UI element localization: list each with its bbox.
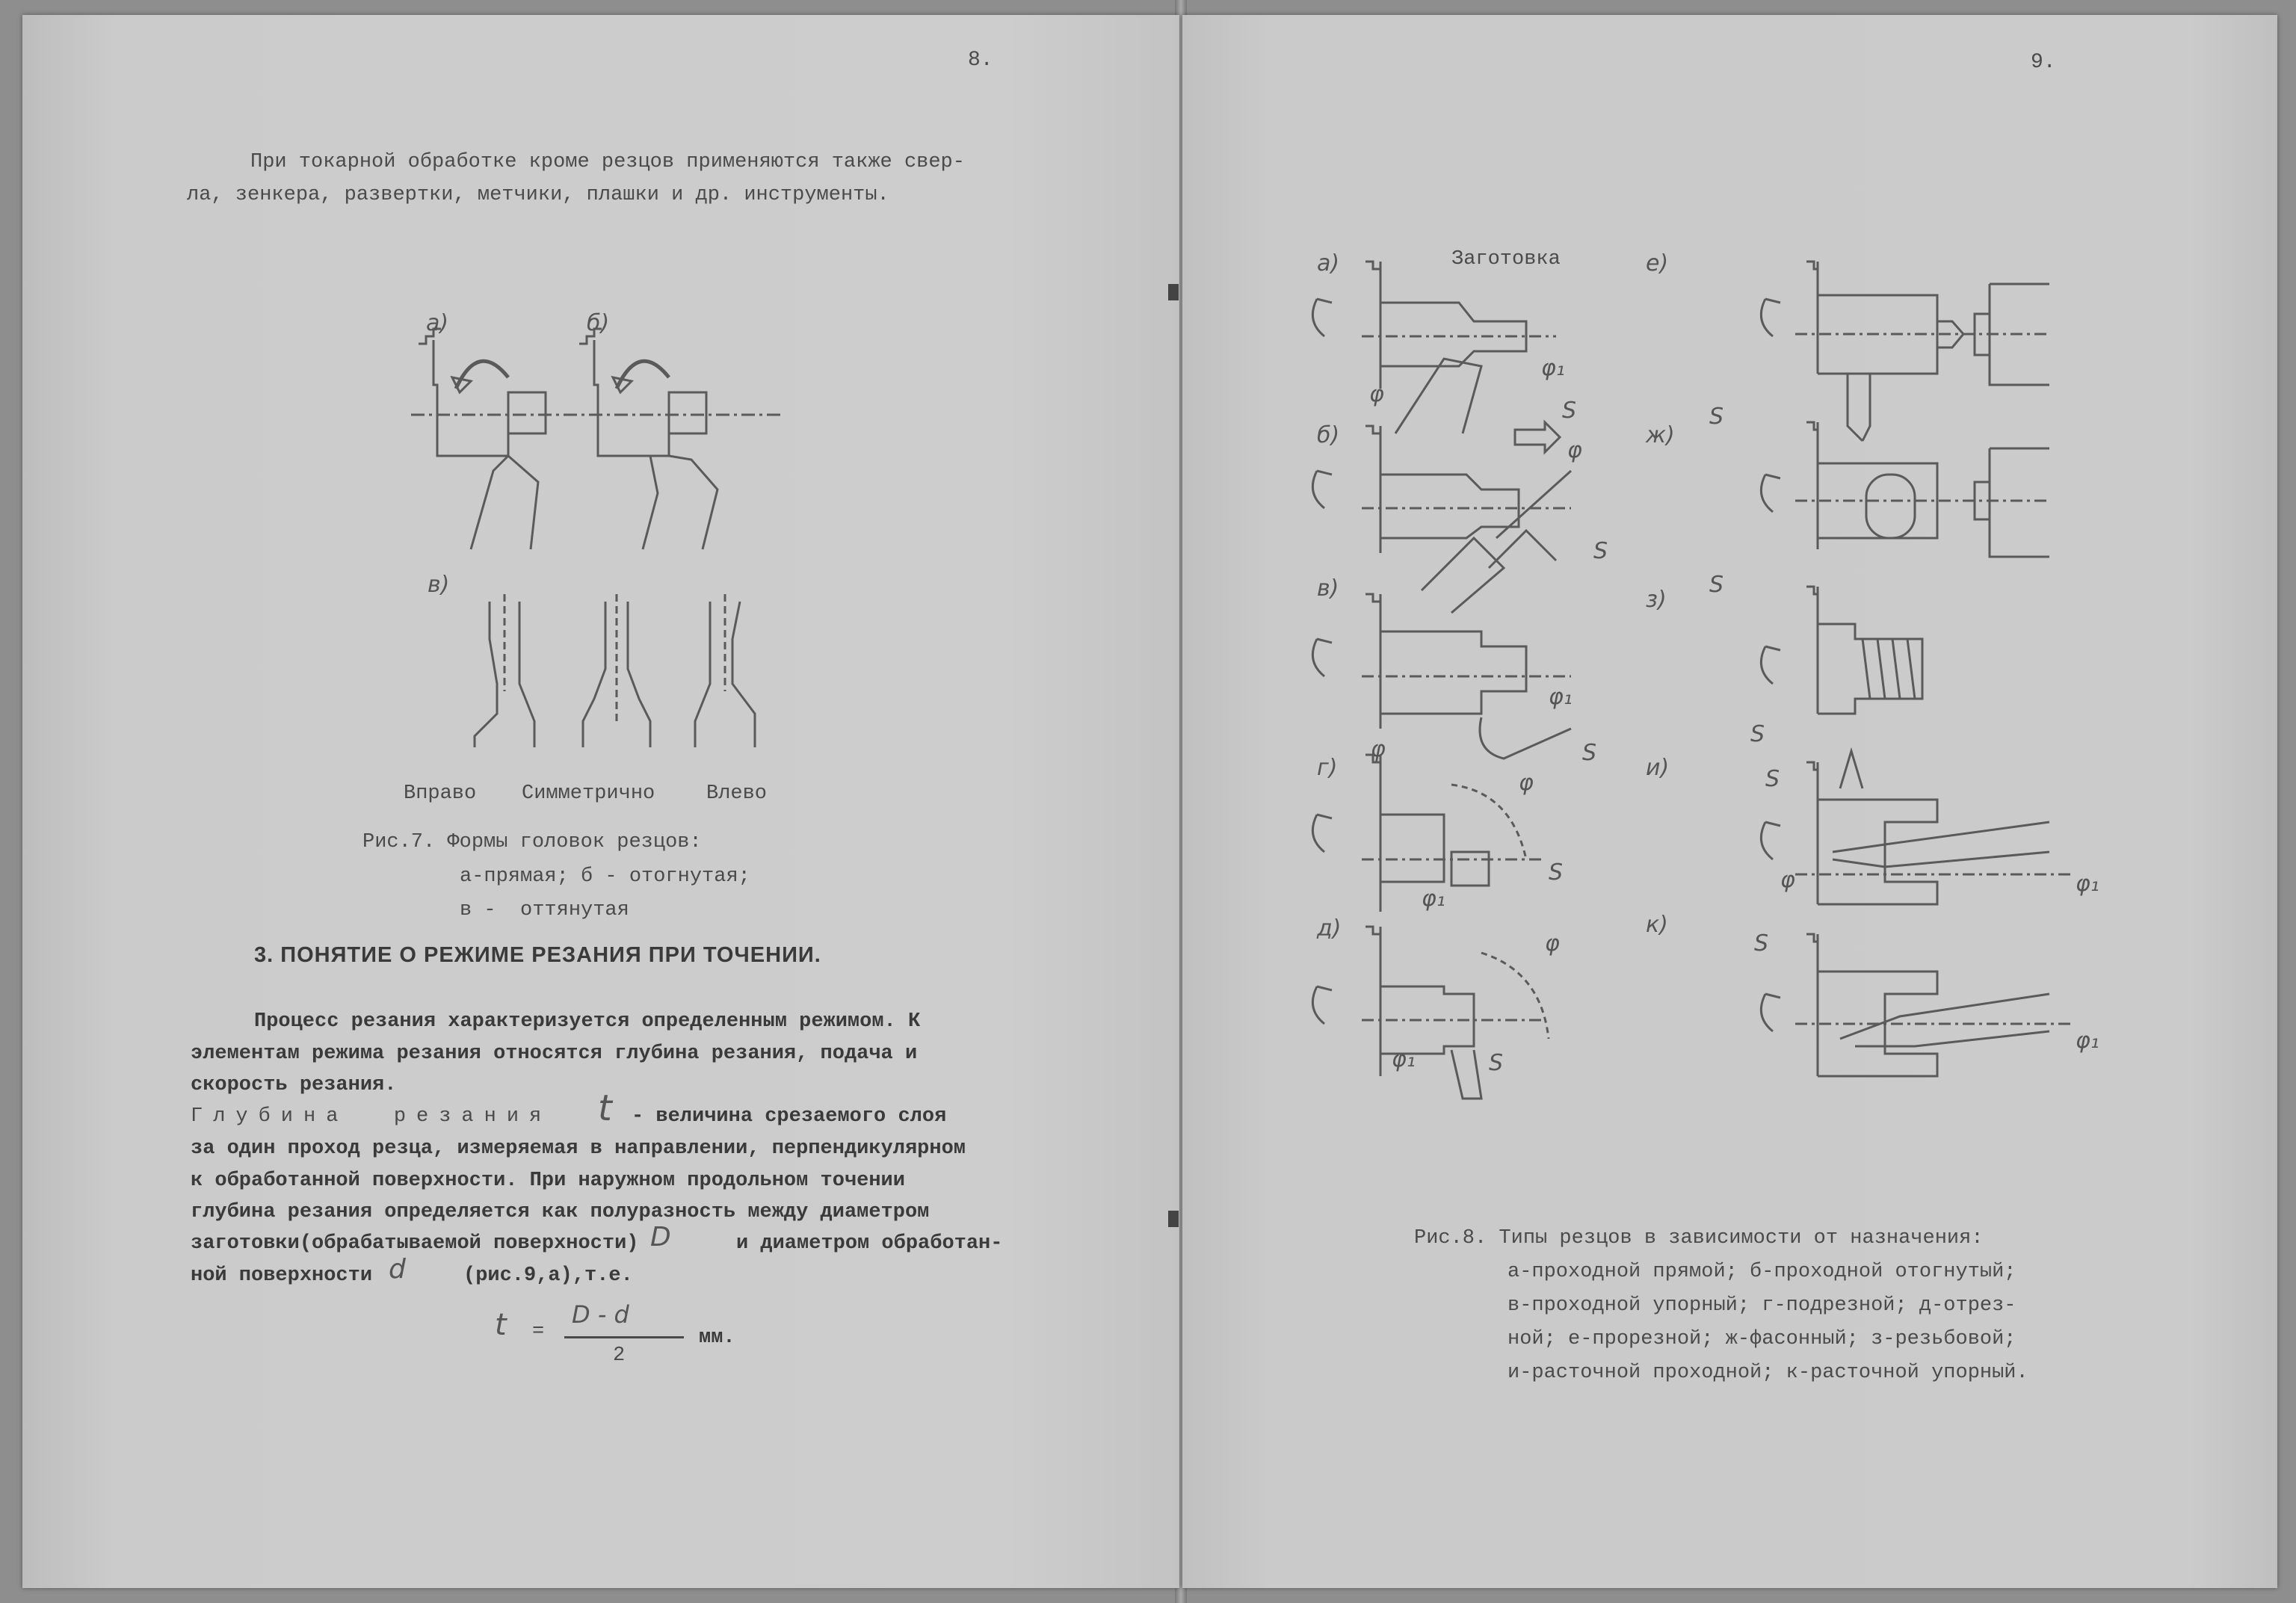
feed-label-z: S	[1750, 721, 1765, 747]
formula-numerator: D - d	[572, 1300, 629, 1329]
fig8-caption-3: в-проходной упорный; г-подрезной; д-отрез-	[1507, 1294, 2016, 1317]
feed-label-v: S	[1582, 740, 1597, 766]
angle1-label-d: φ₁	[1392, 1046, 1416, 1072]
fig8-label-a: а)	[1317, 250, 1340, 277]
para2-line-4a: заготовки(обрабатываемой поверхности)	[191, 1232, 639, 1255]
angle1-label-g: φ₁	[1422, 886, 1445, 912]
fig8-label-g: г)	[1317, 755, 1338, 781]
fig8-label-z: з)	[1646, 587, 1667, 613]
fig7-caption-2: а-прямая; б - отогнутая;	[460, 865, 750, 888]
left-page	[22, 15, 1179, 1588]
fig8-caption-2: а-проходной прямой; б-проходной отогнутый;	[1507, 1261, 2016, 1283]
para2-line-5a: ной поверхности	[191, 1264, 373, 1287]
fig7-label-b: б)	[587, 310, 610, 336]
para2-line-4b: и диаметром обработан-	[736, 1232, 1003, 1255]
staple-top	[1168, 284, 1179, 300]
page-number: 8.	[968, 49, 993, 72]
angle1-label-v: φ₁	[1549, 684, 1573, 710]
para1-line-1: Процесс резания характеризуется определенным режимом. К	[254, 1010, 921, 1033]
fig7-caption-1: Рис.7. Формы головок резцов:	[362, 831, 702, 853]
angle1-label-i: φ₁	[2076, 871, 2099, 897]
feed-label-k: S	[1754, 930, 1769, 957]
page-number: 9.	[2031, 51, 2056, 74]
fig7-direction-left: Влево	[706, 782, 768, 805]
formula-unit: мм.	[699, 1326, 735, 1349]
right-page	[1182, 15, 2277, 1588]
section-heading: 3. ПОНЯТИЕ О РЕЖИМЕ РЕЗАНИЯ ПРИ ТОЧЕНИИ.	[254, 943, 821, 967]
fig8-label-e: е)	[1646, 250, 1669, 277]
symbol-d: d	[389, 1254, 406, 1285]
fig8-caption-5: и-расточной проходной; к-расточной упорный.	[1507, 1362, 2028, 1384]
angle-label-d: φ	[1545, 930, 1560, 957]
feed-label-b: S	[1593, 538, 1608, 564]
fig8-label-b: б)	[1317, 422, 1340, 448]
para2-line-2: к обработанной поверхности. При наружном продольном точении	[191, 1170, 905, 1192]
fraction-bar	[564, 1336, 684, 1338]
symbol-D: D	[650, 1222, 671, 1253]
angle-label-g: φ	[1519, 770, 1534, 796]
workpiece-label: Заготовка	[1451, 248, 1561, 271]
fig7-direction-right: Вправо	[404, 782, 477, 805]
fig8-label-zh: ж)	[1646, 422, 1675, 448]
fig8-caption-1: Рис.8. Типы резцов в зависимости от назначения:	[1414, 1227, 1984, 1250]
feed-label-i: S	[1765, 766, 1780, 792]
angle-label-i: φ	[1780, 867, 1795, 893]
fig7-label-a: а)	[426, 310, 449, 336]
fig7-direction-symmetric: Симметрично	[522, 782, 655, 805]
para2-line-1: за один проход резца, измеряемая в направлении, перпендикулярном	[191, 1137, 966, 1160]
formula-denominator: 2	[613, 1344, 626, 1367]
fig8-caption-4: ной; е-прорезной; ж-фасонный; з-резьбовой;	[1507, 1328, 2016, 1350]
para1-line-2: элементам режима резания относятся глубина резания, подача и	[191, 1043, 918, 1065]
staple-bottom	[1168, 1211, 1179, 1227]
fig8-label-d: д)	[1317, 915, 1342, 942]
angle1-label-k: φ₁	[2076, 1028, 2099, 1054]
intro-line-2: ла, зенкера, развертки, метчики, плашки и др. инструменты.	[187, 184, 889, 206]
intro-line-1: При токарной обработке кроме резцов применяются также свер-	[250, 151, 965, 173]
angle-label-v: φ	[1371, 736, 1386, 762]
formula-equals: =	[532, 1321, 545, 1343]
angle-label-b: φ	[1567, 437, 1582, 463]
figure-8-cutter-types	[1302, 232, 2147, 1121]
depth-term: Глубина резания	[191, 1105, 552, 1128]
feed-label-zh: S	[1709, 572, 1724, 598]
para2-line-3: глубина резания определяется как полуразность между диаметром	[191, 1201, 930, 1223]
fig8-label-k: к)	[1646, 912, 1668, 938]
para2-line-5b: (рис.9,а),т.е.	[463, 1264, 633, 1287]
feed-label-e: S	[1709, 404, 1724, 430]
figure-7-cutter-heads	[396, 310, 815, 564]
feed-label-g: S	[1549, 859, 1564, 886]
feed-label-d: S	[1489, 1050, 1504, 1076]
fig8-label-i: и)	[1646, 755, 1670, 781]
angle1-label-a: φ₁	[1541, 355, 1565, 381]
para1-line-3: скорость резания.	[191, 1074, 397, 1096]
angle-label-a: φ	[1369, 381, 1384, 407]
depth-definition: - величина срезаемого слоя	[632, 1105, 947, 1128]
depth-symbol: t	[598, 1087, 612, 1129]
fig7-label-v: в)	[428, 572, 450, 598]
fig7-caption-3: в - оттянутая	[460, 899, 629, 921]
fig8-label-v: в)	[1317, 575, 1339, 602]
figure-7-v-profiles	[404, 572, 792, 751]
formula-lhs: t	[495, 1308, 507, 1342]
feed-label-a: S	[1562, 398, 1577, 424]
